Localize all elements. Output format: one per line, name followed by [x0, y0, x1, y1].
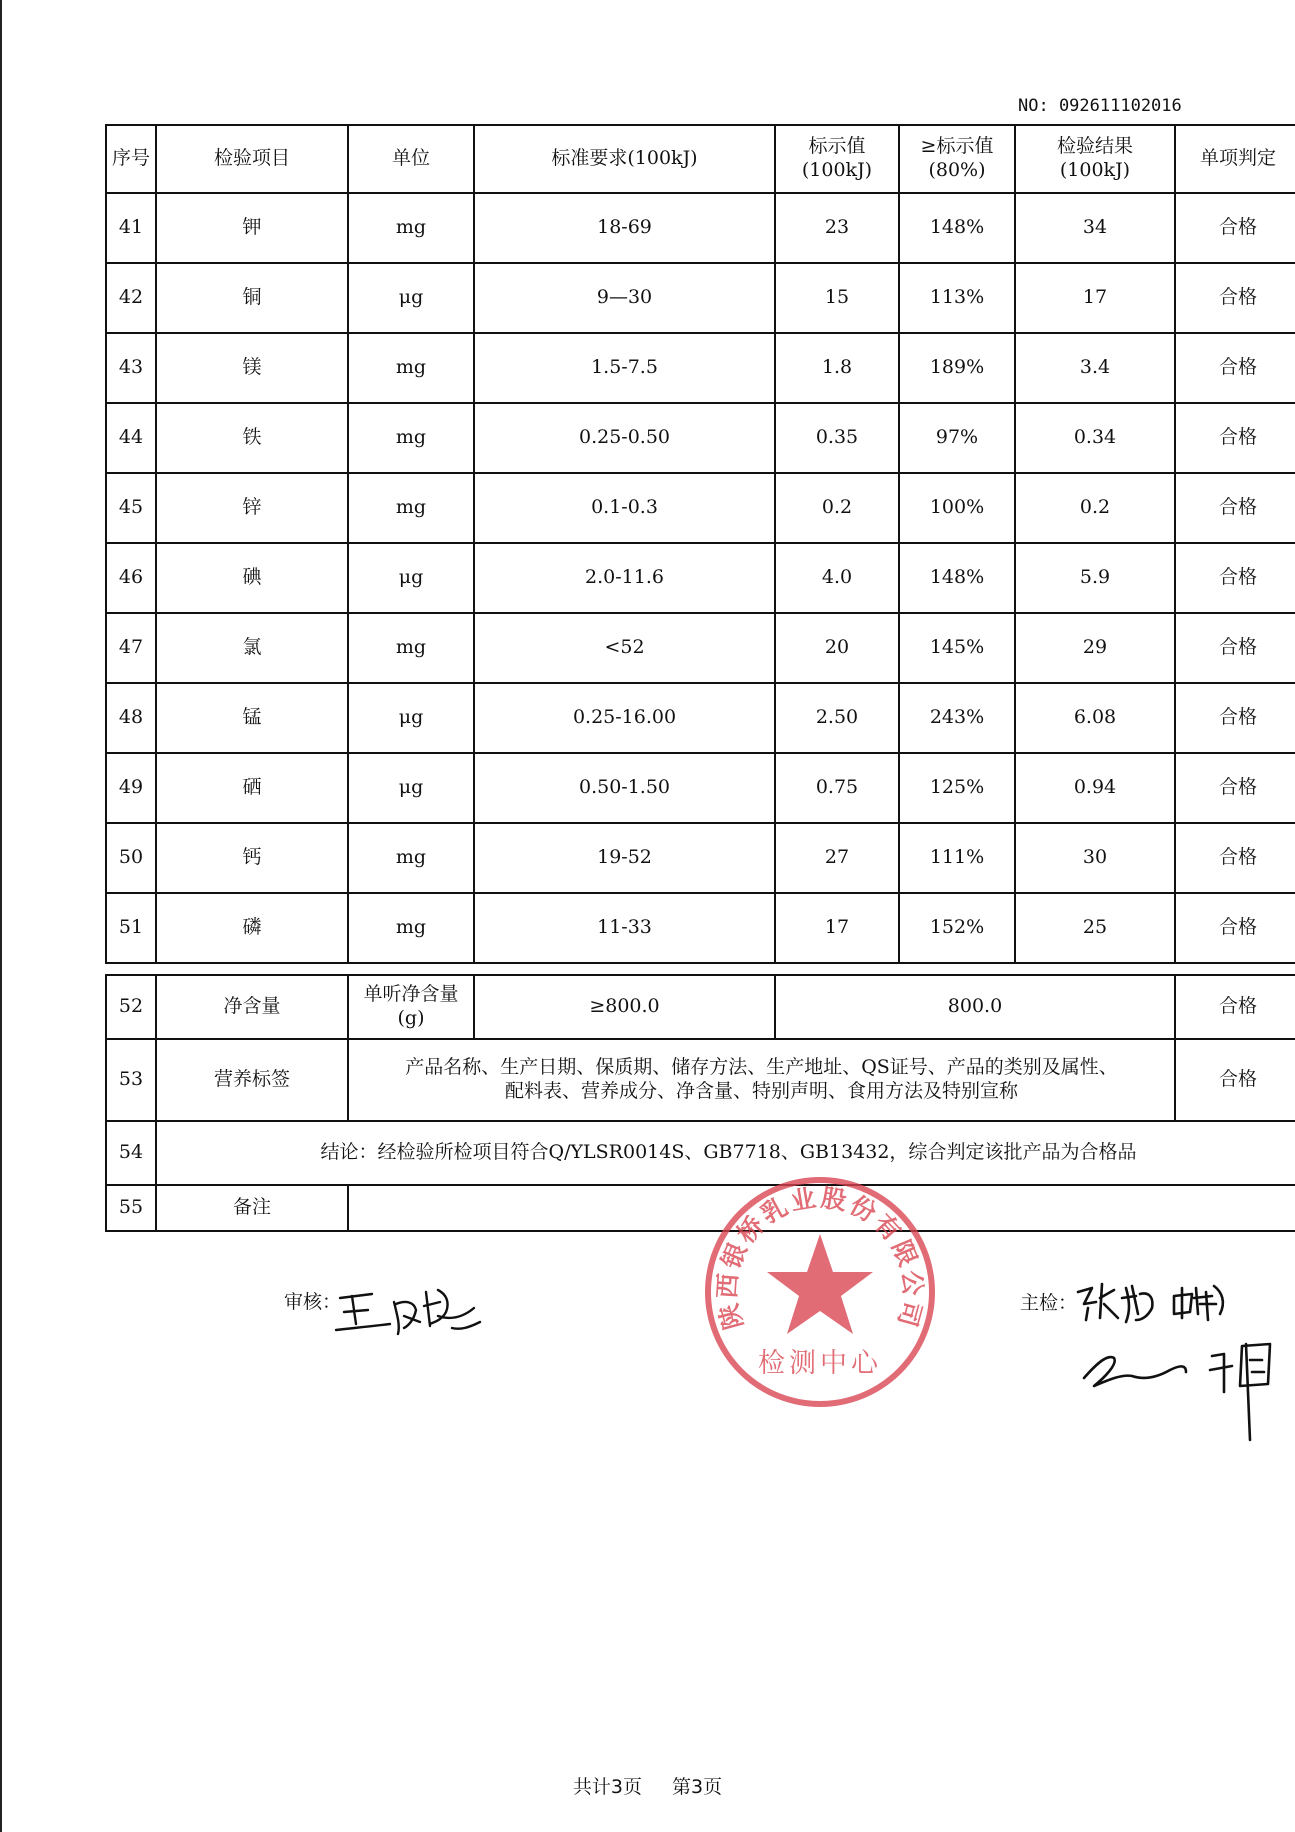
- cell-label-value: 15: [775, 263, 899, 333]
- cell-seq: 47: [106, 613, 156, 683]
- cell-seq: 48: [106, 683, 156, 753]
- cell-seq: 42: [106, 263, 156, 333]
- inspection-seal: [700, 1172, 940, 1412]
- cell-unit: mg: [348, 893, 474, 963]
- cell-seq: 55: [106, 1185, 156, 1231]
- cell-item: 锰: [156, 683, 348, 753]
- table-row: [106, 753, 1295, 823]
- header-standard: 标准要求(100kJ): [474, 125, 775, 193]
- cell-label-value: 27: [775, 823, 899, 893]
- cell-label-value: 1.8: [775, 333, 899, 403]
- cell-ratio: 243%: [899, 683, 1015, 753]
- header-ratio: ≥标示值 (80%): [899, 125, 1015, 193]
- cell-seq: 43: [106, 333, 156, 403]
- current-page: 第3页: [672, 1776, 723, 1798]
- cell-seq: 54: [106, 1121, 156, 1185]
- cell-judgement: 合格: [1175, 683, 1295, 753]
- cell-result: 5.9: [1015, 543, 1175, 613]
- table-row: [106, 893, 1295, 963]
- cell-seq: 52: [106, 975, 156, 1039]
- header-label-value: 标示值 (100kJ): [775, 125, 899, 193]
- table-row-nutrition-label: [106, 1039, 1295, 1121]
- table-row: [106, 333, 1295, 403]
- cell-standard: 1.5-7.5: [474, 333, 775, 403]
- cell-content: 产品名称、生产日期、保质期、储存方法、生产地址、QS证号、产品的类别及属性、 配料表、营养成分、净含量、特别声明、食用方法及特别宣称: [348, 1039, 1175, 1121]
- cell-judgement: 合格: [1175, 613, 1295, 683]
- cell-item: 碘: [156, 543, 348, 613]
- cell-result: 30: [1015, 823, 1175, 893]
- cell-judgement: 合格: [1175, 753, 1295, 823]
- cell-result: 0.34: [1015, 403, 1175, 473]
- table-spacer: [106, 963, 1295, 975]
- cell-item: 备注: [156, 1185, 348, 1231]
- cell-unit: mg: [348, 193, 474, 263]
- cell-unit: mg: [348, 823, 474, 893]
- cell-label-value: 4.0: [775, 543, 899, 613]
- cell-judgement: 合格: [1175, 193, 1295, 263]
- cell-result: 0.94: [1015, 753, 1175, 823]
- cell-standard: 18-69: [474, 193, 775, 263]
- cell-judgement: 合格: [1175, 975, 1295, 1039]
- cell-item: 磷: [156, 893, 348, 963]
- total-pages: 共计3页: [572, 1776, 642, 1798]
- table-row: [106, 683, 1295, 753]
- cell-unit: μg: [348, 683, 474, 753]
- cell-standard: 0.1-0.3: [474, 473, 775, 543]
- cell-ratio: 125%: [899, 753, 1015, 823]
- cell-ratio: 189%: [899, 333, 1015, 403]
- cell-standard: 0.50-1.50: [474, 753, 775, 823]
- cell-item: 钾: [156, 193, 348, 263]
- cell-seq: 53: [106, 1039, 156, 1121]
- cell-judgement: 合格: [1175, 473, 1295, 543]
- cell-judgement: 合格: [1175, 1039, 1295, 1121]
- cell-standard: 0.25-16.00: [474, 683, 775, 753]
- cell-standard: 0.25-0.50: [474, 403, 775, 473]
- cell-conclusion: 结论：经检验所检项目符合Q/YLSR0014S、GB7718、GB13432，综合判定该批产品为合格品: [156, 1121, 1295, 1185]
- item-rows: [106, 193, 1295, 963]
- cell-ratio: 97%: [899, 403, 1015, 473]
- cell-ratio: 145%: [899, 613, 1015, 683]
- table-row: [106, 613, 1295, 683]
- cell-judgement: 合格: [1175, 263, 1295, 333]
- cell-item: 钙: [156, 823, 348, 893]
- cell-unit: 单听净含量 (g): [348, 975, 474, 1039]
- cell-result: 6.08: [1015, 683, 1175, 753]
- cell-judgement: 合格: [1175, 893, 1295, 963]
- table-row: [106, 823, 1295, 893]
- reviewer-signature: [334, 1282, 484, 1342]
- document-number: NO: 092611102016: [1018, 96, 1182, 116]
- cell-standard: 9—30: [474, 263, 775, 333]
- cell-unit: mg: [348, 403, 474, 473]
- cell-item: 营养标签: [156, 1039, 348, 1121]
- cell-standard: 11-33: [474, 893, 775, 963]
- seal-inner-text: 检测中心: [758, 1348, 882, 1379]
- cell-result: 34: [1015, 193, 1175, 263]
- cell-ratio: 152%: [899, 893, 1015, 963]
- cell-unit: mg: [348, 333, 474, 403]
- cell-ratio: 148%: [899, 543, 1015, 613]
- table-row: [106, 263, 1295, 333]
- cell-unit: μg: [348, 753, 474, 823]
- cell-judgement: 合格: [1175, 333, 1295, 403]
- cell-standard: <52: [474, 613, 775, 683]
- table-row: [106, 403, 1295, 473]
- cell-judgement: 合格: [1175, 403, 1295, 473]
- cell-result: 25: [1015, 893, 1175, 963]
- cell-label-value: 23: [775, 193, 899, 263]
- cell-unit: μg: [348, 543, 474, 613]
- cell-item: 硒: [156, 753, 348, 823]
- cell-seq: 46: [106, 543, 156, 613]
- header-unit: 单位: [348, 125, 474, 193]
- cell-item: 锌: [156, 473, 348, 543]
- header-seq: 序号: [106, 125, 156, 193]
- table-row: [106, 473, 1295, 543]
- cell-ratio: 148%: [899, 193, 1015, 263]
- cell-standard: 2.0-11.6: [474, 543, 775, 613]
- seal-star-icon: [767, 1234, 873, 1334]
- cell-result: 17: [1015, 263, 1175, 333]
- header-result: 检验结果 (100kJ): [1015, 125, 1175, 193]
- cell-ratio: 111%: [899, 823, 1015, 893]
- cell-result: 29: [1015, 613, 1175, 683]
- reviewer-label: 审核：: [284, 1291, 342, 1313]
- cell-label-value: 2.50: [775, 683, 899, 753]
- cell-seq: 45: [106, 473, 156, 543]
- cell-result: 0.2: [1015, 473, 1175, 543]
- page-edge: [0, 0, 2, 1832]
- cell-item: 净含量: [156, 975, 348, 1039]
- cell-label-value: 20: [775, 613, 899, 683]
- inspector-signature: [1074, 1274, 1294, 1444]
- cell-label-value: 17: [775, 893, 899, 963]
- cell-label-value: 0.75: [775, 753, 899, 823]
- cell-label-value: 0.2: [775, 473, 899, 543]
- cell-item: 氯: [156, 613, 348, 683]
- cell-seq: 51: [106, 893, 156, 963]
- seal-outer-text: 陕西银桥乳业股份有限公司: [712, 1182, 928, 1333]
- cell-result: 3.4: [1015, 333, 1175, 403]
- cell-unit: mg: [348, 613, 474, 683]
- cell-seq: 50: [106, 823, 156, 893]
- cell-result: 800.0: [775, 975, 1175, 1039]
- header-item: 检验项目: [156, 125, 348, 193]
- cell-standard: 19-52: [474, 823, 775, 893]
- cell-judgement: 合格: [1175, 543, 1295, 613]
- table-header-row: [106, 125, 1295, 193]
- table-row-net-content: [106, 975, 1295, 1039]
- inspector-label: 主检：: [1020, 1292, 1078, 1314]
- cell-unit: μg: [348, 263, 474, 333]
- cell-standard: ≥800.0: [474, 975, 775, 1039]
- cell-seq: 44: [106, 403, 156, 473]
- cell-ratio: 100%: [899, 473, 1015, 543]
- cell-judgement: 合格: [1175, 823, 1295, 893]
- cell-item: 镁: [156, 333, 348, 403]
- header-judgement: 单项判定: [1175, 125, 1295, 193]
- cell-item: 铜: [156, 263, 348, 333]
- page-footer: [0, 1772, 1295, 1799]
- table-row: [106, 543, 1295, 613]
- cell-item: 铁: [156, 403, 348, 473]
- cell-label-value: 0.35: [775, 403, 899, 473]
- cell-ratio: 113%: [899, 263, 1015, 333]
- cell-seq: 41: [106, 193, 156, 263]
- cell-seq: 49: [106, 753, 156, 823]
- inspection-table: [105, 124, 1295, 1232]
- cell-unit: mg: [348, 473, 474, 543]
- table-row: [106, 193, 1295, 263]
